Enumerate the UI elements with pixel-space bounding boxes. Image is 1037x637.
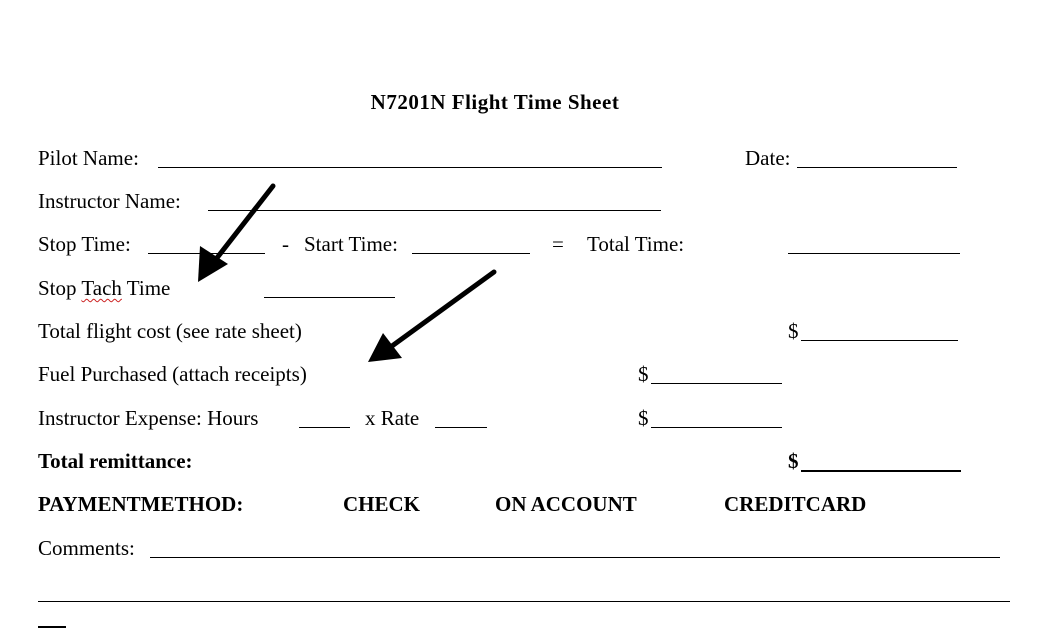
total-remittance-field[interactable] xyxy=(801,470,961,472)
stop-time-label: Stop Time: xyxy=(38,232,131,256)
equals-sign: = xyxy=(552,232,564,256)
comments-field-line-3[interactable] xyxy=(38,626,66,628)
start-time-field[interactable] xyxy=(412,253,530,254)
comments-field-line-2[interactable] xyxy=(38,601,1010,602)
page-title: N7201N Flight Time Sheet xyxy=(370,90,620,114)
comments-field-line-1[interactable] xyxy=(150,557,1000,558)
instructor-rate-field[interactable] xyxy=(435,427,487,428)
date-field[interactable] xyxy=(797,167,957,168)
pilot-name-label: Pilot Name: xyxy=(38,146,139,170)
total-time-field[interactable] xyxy=(788,253,960,254)
minus-sign: - xyxy=(282,232,289,256)
instructor-dollar-sign: $ xyxy=(638,406,649,430)
instructor-hours-field[interactable] xyxy=(299,427,350,428)
pilot-name-field[interactable] xyxy=(158,167,662,168)
date-label: Date: xyxy=(745,146,791,170)
stop-tach-time-label xyxy=(38,276,170,300)
fuel-purchased-label: Fuel Purchased (attach receipts) xyxy=(38,362,307,386)
rate-label: x Rate xyxy=(365,406,420,430)
payment-option-check[interactable]: CHECK xyxy=(343,492,421,516)
total-flight-cost-label: Total flight cost (see rate sheet) xyxy=(38,319,302,343)
stop-tach-suffix: Time xyxy=(126,276,171,300)
stop-tach-time-field[interactable] xyxy=(264,297,395,298)
instructor-expense-field[interactable] xyxy=(651,427,782,428)
instructor-expense-label: Instructor Expense: Hours xyxy=(38,406,259,430)
instructor-name-field[interactable] xyxy=(208,210,661,211)
payment-option-on-account[interactable]: ON ACCOUNT xyxy=(495,492,637,516)
total-flight-cost-field[interactable] xyxy=(801,340,958,341)
arrow-to-tach-time-icon xyxy=(198,186,273,282)
flight-cost-dollar-sign: $ xyxy=(788,319,799,343)
total-remittance-label: Total remittance: xyxy=(38,449,193,473)
arrow-to-fuel-purchased-icon xyxy=(368,272,494,362)
total-time-label: Total Time: xyxy=(587,232,685,256)
fuel-dollar-sign: $ xyxy=(638,362,649,386)
start-time-label: Start Time: xyxy=(304,232,398,256)
remittance-dollar-sign: $ xyxy=(788,449,799,473)
instructor-name-label: Instructor Name: xyxy=(38,189,181,213)
stop-tach-prefix: Stop xyxy=(38,276,77,300)
fuel-purchased-field[interactable] xyxy=(651,383,782,384)
payment-option-credit-card[interactable]: CREDITCARD xyxy=(724,492,867,516)
payment-method-label: PAYMENTMETHOD: xyxy=(38,492,244,516)
tach-word: Tach xyxy=(81,276,122,300)
stop-time-field[interactable] xyxy=(148,253,265,254)
comments-label: Comments: xyxy=(38,536,135,560)
